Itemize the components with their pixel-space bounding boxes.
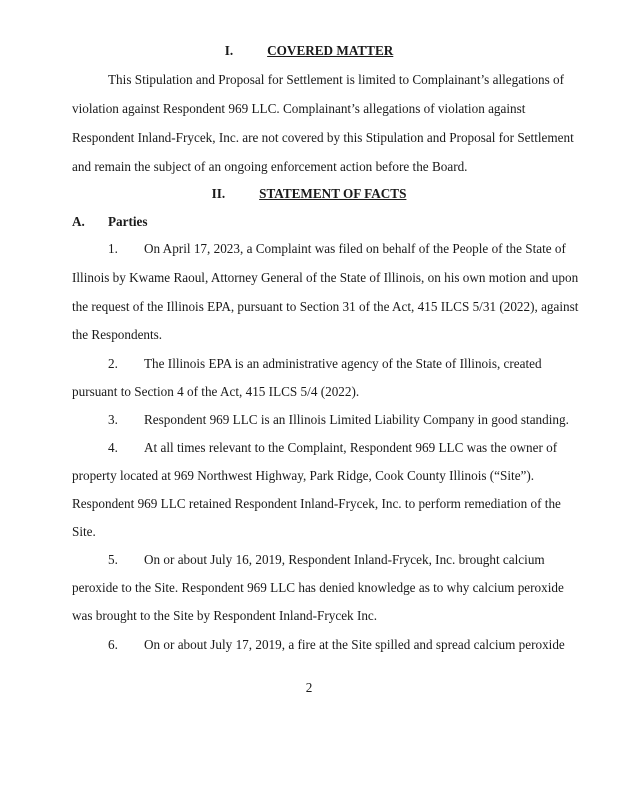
- paragraph-line: and remain the subject of an ongoing enforcement action before the Board.: [72, 159, 468, 174]
- paragraph-line: At all times relevant to the Complaint, Respondent 969 LLC was the owner of: [144, 440, 558, 455]
- paragraph-line: pursuant to Section 4 of the Act, 415 ILCS 5/4 (2022).: [72, 384, 360, 399]
- paragraph-number: 1.: [108, 241, 118, 256]
- paragraph-number: 2.: [108, 356, 118, 371]
- paragraph-line: property located at 969 Northwest Highway, Park Ridge, Cook County Illinois (“Site”).: [72, 468, 535, 483]
- section-heading-statement-of-facts: [0, 186, 618, 202]
- subsection-title: Parties: [108, 214, 148, 229]
- numbered-paragraph-1: [108, 241, 566, 257]
- paragraph-line: Site.: [72, 524, 96, 539]
- section-heading-covered-matter: [0, 43, 618, 59]
- paragraph-line: was brought to the Site by Respondent Inland-Frycek Inc.: [72, 608, 378, 623]
- paragraph-line: On April 17, 2023, a Complaint was filed on behalf of the People of the State of: [144, 241, 566, 256]
- paragraph-line: Respondent Inland-Frycek, Inc. are not covered by this Stipulation and Proposal for Settlement: [72, 130, 574, 145]
- paragraph-line: the request of the Illinois EPA, pursuant to Section 31 of the Act, 415 ILCS 5/31 (2022), against: [72, 299, 579, 314]
- numbered-paragraph-3: [108, 412, 569, 428]
- section-title: STATEMENT OF FACTS: [259, 186, 407, 201]
- paragraph-line: The Illinois EPA is an administrative agency of the State of Illinois, created: [144, 356, 542, 371]
- paragraph-line: On or about July 16, 2019, Respondent Inland-Frycek, Inc. brought calcium: [144, 552, 545, 567]
- section-number: II.: [211, 186, 226, 201]
- paragraph-number: 6.: [108, 637, 118, 652]
- paragraph-line: Respondent 969 LLC retained Respondent Inland-Frycek, Inc. to perform remediation of the: [72, 496, 561, 511]
- paragraph-number: 5.: [108, 552, 118, 567]
- paragraph-number: 3.: [108, 412, 118, 427]
- paragraph-line: peroxide to the Site. Respondent 969 LLC has denied knowledge as to why calcium peroxide: [72, 580, 564, 595]
- section-number: I.: [224, 43, 234, 58]
- paragraph-line: On or about July 17, 2019, a fire at the Site spilled and spread calcium peroxide: [144, 637, 565, 652]
- numbered-paragraph-4: [108, 440, 557, 456]
- subsection-letter: A.: [72, 214, 85, 229]
- subsection-heading-parties: [72, 214, 148, 230]
- page-number: 2: [305, 680, 313, 695]
- numbered-paragraph-5: [108, 552, 545, 568]
- section-title: COVERED MATTER: [267, 43, 394, 58]
- paragraph-line: the Respondents.: [72, 327, 163, 342]
- numbered-paragraph-6: [108, 637, 565, 653]
- numbered-paragraph-2: [108, 356, 542, 372]
- paragraph-number: 4.: [108, 440, 118, 455]
- paragraph-line: Respondent 969 LLC is an Illinois Limited Liability Company in good standing.: [144, 412, 569, 427]
- paragraph-line: Illinois by Kwame Raoul, Attorney General of the State of Illinois, on his own motion and upon: [72, 270, 579, 285]
- paragraph-line: This Stipulation and Proposal for Settlement is limited to Complainant’s allegations of: [108, 72, 565, 87]
- paragraph-line: violation against Respondent 969 LLC. Complainant’s allegations of violation against: [72, 101, 526, 116]
